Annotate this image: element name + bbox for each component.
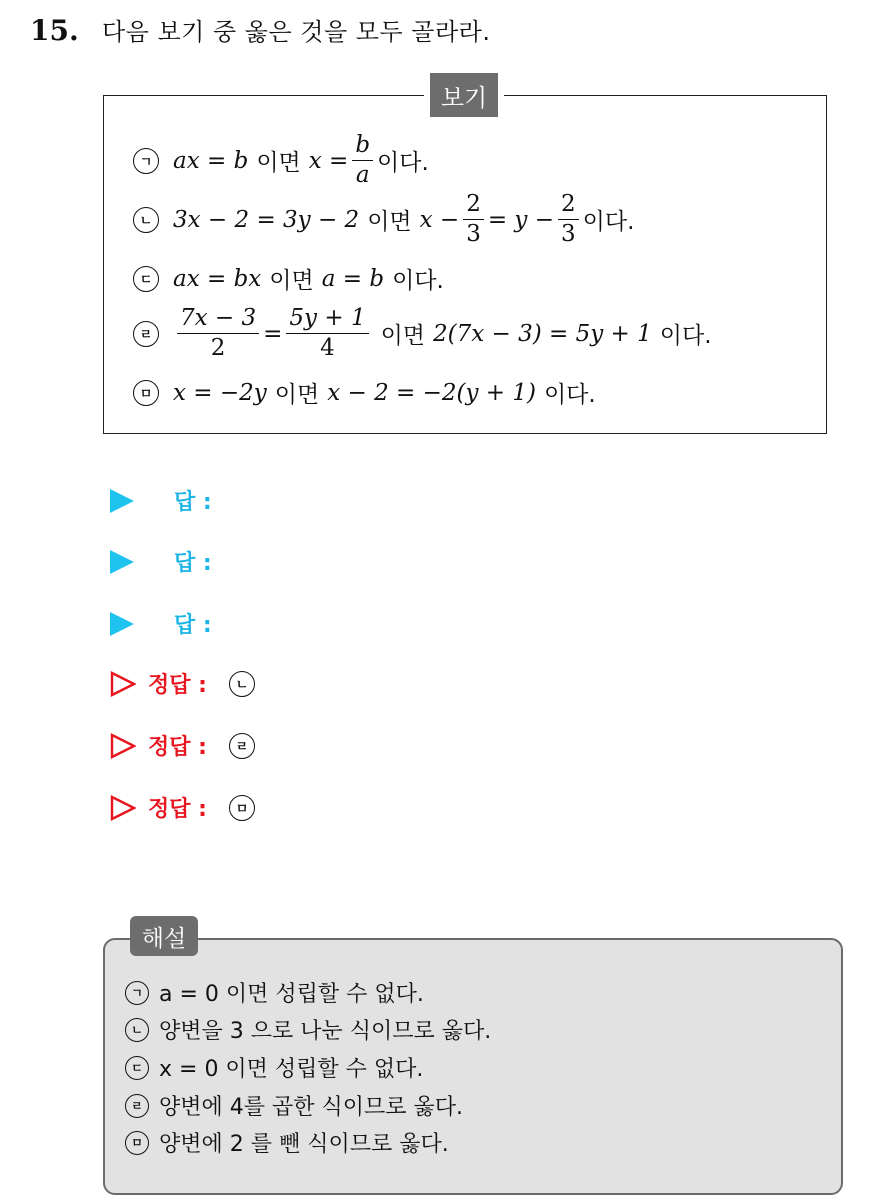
item-mark: ㄱ bbox=[133, 148, 159, 174]
explanation-line-5 bbox=[125, 1127, 449, 1158]
key-answer-row-2 bbox=[110, 730, 269, 761]
bogi-tag: 보기 bbox=[430, 73, 498, 117]
outline-triangle-icon bbox=[110, 733, 136, 759]
numerator: 7x − 3 bbox=[177, 306, 259, 334]
key-answer-mark: ㅁ bbox=[229, 795, 255, 821]
explanation-line-1 bbox=[125, 977, 424, 1008]
explanation-text: a = 0 이면 성립할 수 없다. bbox=[159, 982, 424, 1007]
denominator: 3 bbox=[466, 221, 481, 248]
bogi-item-2 bbox=[133, 192, 634, 248]
bogi-item-1 bbox=[133, 133, 429, 189]
math-text: = y − bbox=[487, 206, 554, 233]
numerator: 2 bbox=[558, 192, 579, 220]
key-answer-row-1 bbox=[110, 668, 269, 699]
text: 이다. bbox=[582, 209, 635, 236]
explanation-tag: 해설 bbox=[130, 916, 198, 956]
answer-row-3 bbox=[110, 608, 212, 639]
text: 이면 bbox=[269, 268, 314, 294]
fraction bbox=[352, 133, 373, 189]
text: 이다. bbox=[659, 323, 712, 350]
answer-label: 답 : bbox=[174, 613, 212, 638]
key-answer-label: 정답 : bbox=[148, 735, 207, 760]
text: 이면 bbox=[380, 323, 426, 350]
bogi-item-3 bbox=[133, 262, 444, 295]
math-text: ax = b bbox=[173, 147, 249, 174]
denominator: 4 bbox=[320, 335, 335, 362]
key-answer-mark: ㄴ bbox=[229, 671, 255, 697]
fraction bbox=[558, 192, 579, 248]
math-text: a = b bbox=[321, 265, 385, 292]
item-mark: ㄷ bbox=[125, 1056, 149, 1080]
question-number: 15. bbox=[30, 14, 79, 47]
item-mark: ㄴ bbox=[125, 1018, 149, 1042]
item-mark: ㄷ bbox=[133, 266, 159, 292]
denominator: 3 bbox=[561, 221, 576, 248]
answer-row-1 bbox=[110, 485, 212, 516]
denominator: a bbox=[355, 162, 370, 189]
item-mark: ㄹ bbox=[125, 1094, 149, 1118]
text: 이다. bbox=[543, 382, 596, 408]
item-mark: ㄱ bbox=[125, 981, 149, 1005]
key-answer-row-3 bbox=[110, 792, 269, 823]
explanation-line-3 bbox=[125, 1052, 423, 1083]
play-triangle-icon bbox=[110, 550, 134, 574]
math-text: = bbox=[263, 320, 283, 347]
item-mark: ㅁ bbox=[133, 380, 159, 406]
math-text: 3x − 2 = 3y − 2 bbox=[173, 206, 360, 233]
fraction bbox=[286, 306, 368, 362]
explanation-text: 양변에 4를 곱한 식이므로 옳다. bbox=[159, 1095, 463, 1120]
play-triangle-icon bbox=[110, 489, 134, 513]
math-text: x − 2 = −2(y + 1) bbox=[327, 379, 536, 406]
explanation-line-4 bbox=[125, 1090, 463, 1121]
explanation-text: 양변을 3 으로 나눈 식이므로 옳다. bbox=[159, 1019, 492, 1044]
fraction bbox=[463, 192, 484, 248]
explanation-text: 양변에 2 를 뺀 식이므로 옳다. bbox=[159, 1132, 449, 1157]
math-text: 2(7x − 3) = 5y + 1 bbox=[433, 320, 652, 347]
outline-triangle-icon bbox=[110, 795, 136, 821]
fraction bbox=[177, 306, 259, 362]
math-text: x = −2y bbox=[173, 379, 267, 406]
denominator: 2 bbox=[210, 335, 226, 362]
explanation-text: x = 0 이면 성립할 수 없다. bbox=[159, 1057, 424, 1082]
item-mark: ㄹ bbox=[133, 321, 159, 347]
item-mark: ㅁ bbox=[125, 1131, 149, 1155]
text: 이다. bbox=[377, 150, 429, 177]
numerator: b bbox=[352, 133, 373, 161]
math-text: ax = bx bbox=[173, 265, 262, 292]
key-answer-mark: ㄹ bbox=[229, 733, 255, 759]
math-text: x = bbox=[308, 147, 349, 174]
answer-label: 답 : bbox=[174, 490, 212, 515]
item-mark: ㄴ bbox=[133, 207, 159, 233]
key-answer-label: 정답 : bbox=[148, 797, 207, 822]
text: 이다. bbox=[392, 268, 444, 294]
bogi-item-5 bbox=[133, 376, 596, 409]
answer-row-2 bbox=[110, 546, 212, 577]
text: 이면 bbox=[367, 209, 412, 236]
math-text: x − bbox=[419, 206, 460, 233]
text: 이면 bbox=[274, 382, 320, 408]
key-answer-label: 정답 : bbox=[148, 673, 207, 698]
numerator: 2 bbox=[463, 192, 484, 220]
bogi-item-4 bbox=[133, 306, 712, 362]
answer-label: 답 : bbox=[174, 551, 212, 576]
question-header bbox=[30, 12, 490, 47]
numerator: 5y + 1 bbox=[286, 306, 368, 334]
outline-triangle-icon bbox=[110, 671, 136, 697]
explanation-line-2 bbox=[125, 1014, 491, 1045]
text: 이면 bbox=[256, 150, 301, 177]
question-text: 다음 보기 중 옳은 것을 모두 골라라. bbox=[102, 18, 491, 46]
play-triangle-icon bbox=[110, 612, 134, 636]
